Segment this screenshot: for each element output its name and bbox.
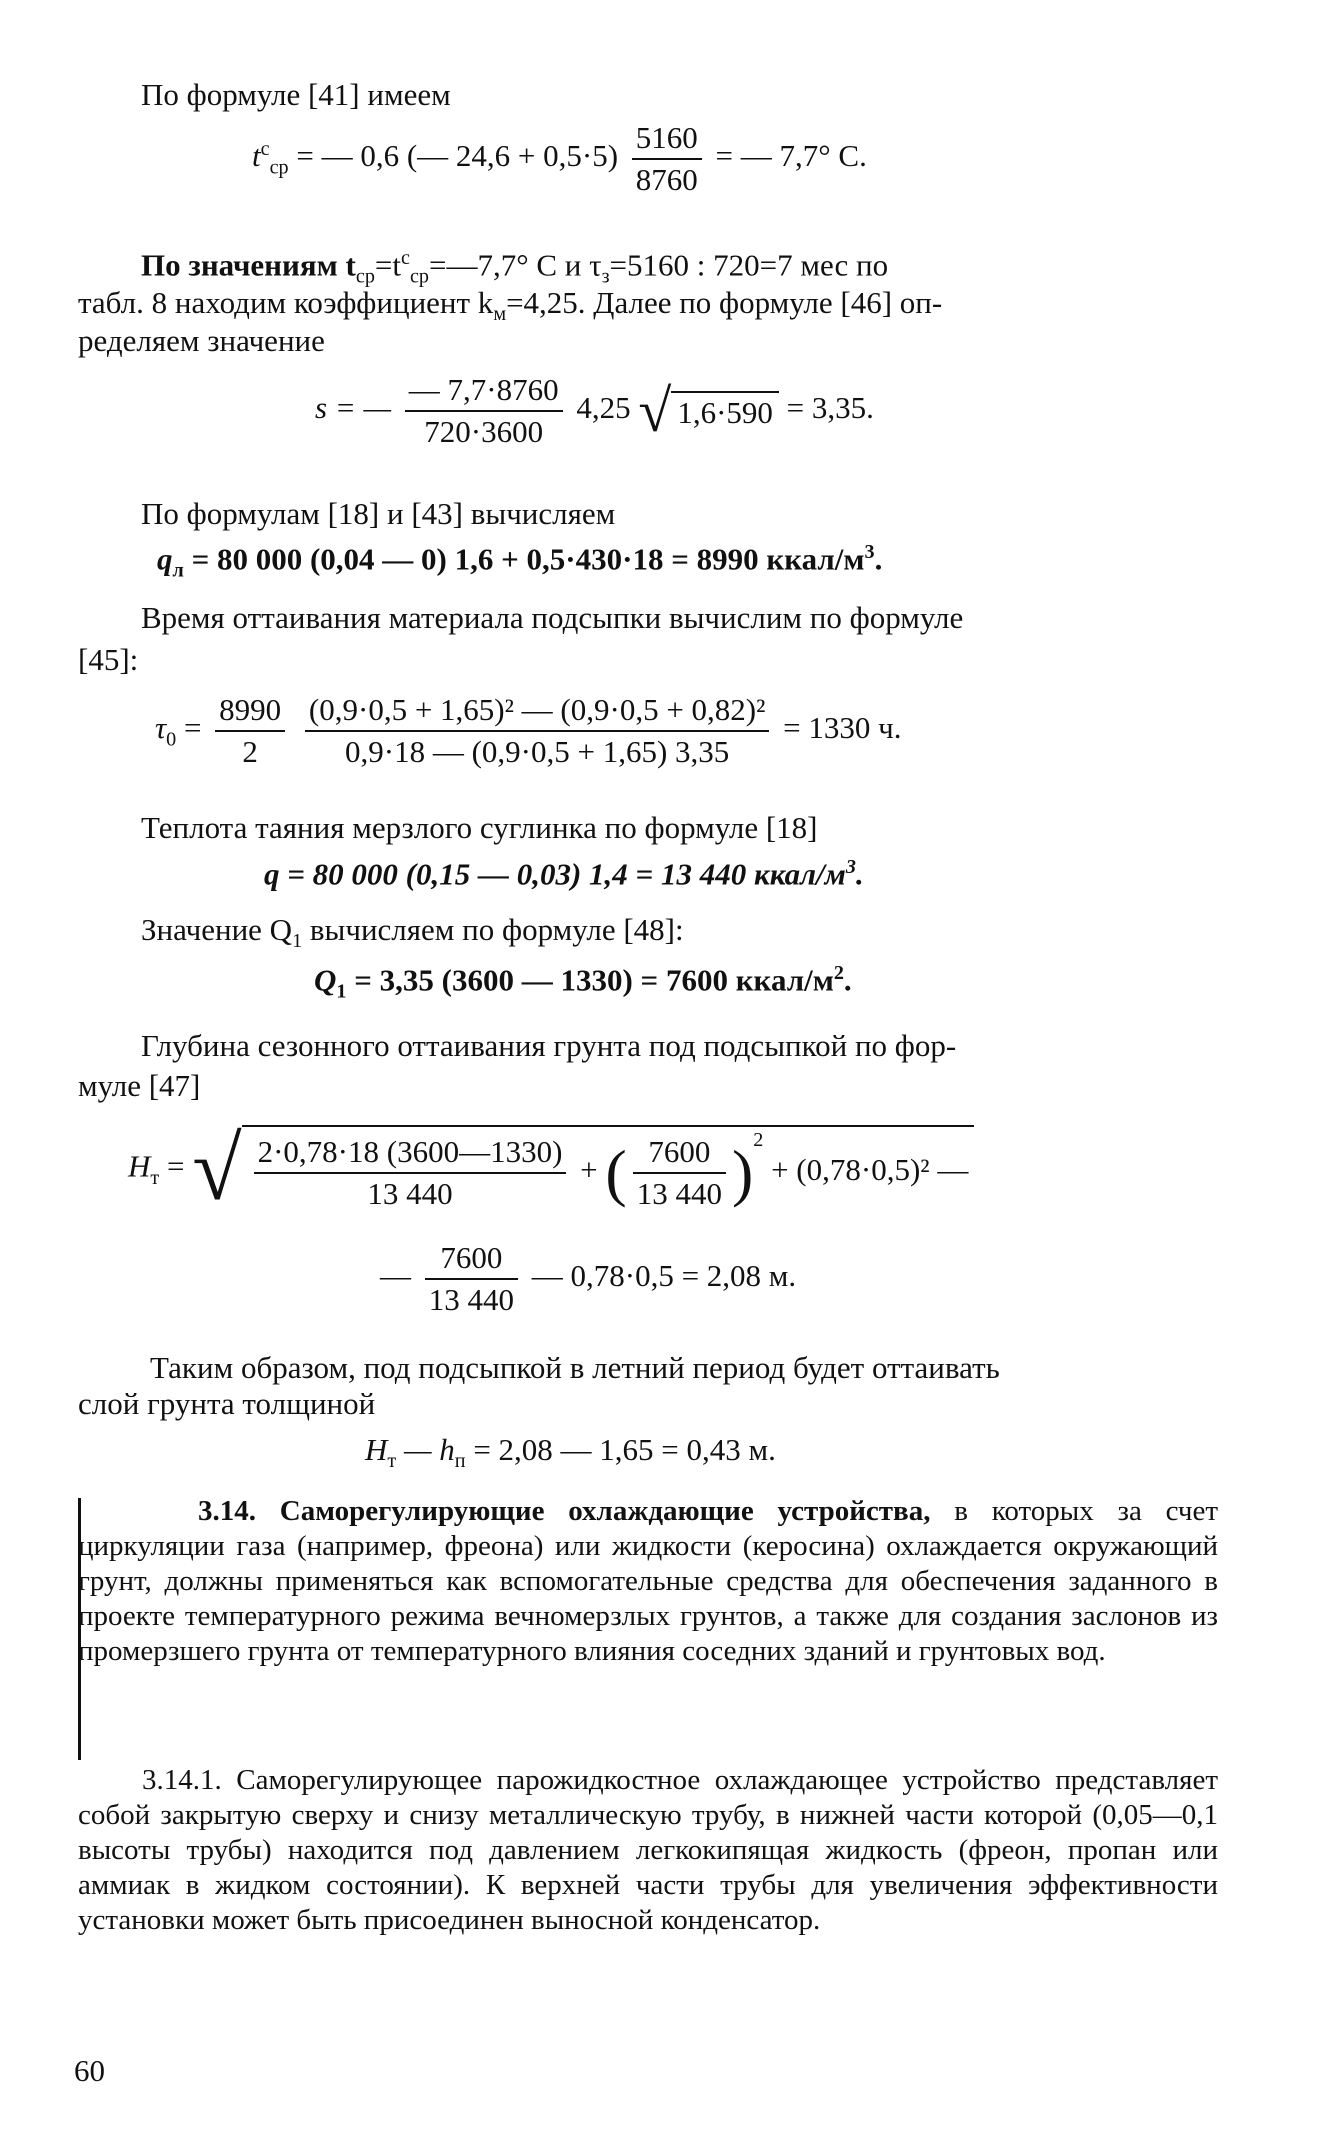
pv-l2-sub: м [493,303,507,326]
sec-314-title: Саморегулирующие охлаждающие устройства, [279,1495,931,1527]
para-thus-line2: слой грунта толщиной [78,1386,376,1421]
pv-l1b-sup: c [401,247,410,269]
eq-tcp-lhs: t [252,138,261,174]
sqrt-icon: √ [638,377,672,444]
eq-h-root [242,1125,975,1214]
eq-ql-rest: = 80 000 (0,04 — 0) 1,6 + 0,5·430·18 = 8990 ккал/м [191,541,865,577]
eq-tcp-mid: = — 0,6 (— 24,6 + 0,5·5) [296,138,619,174]
eq-h-plus: + [580,1152,598,1188]
eq-tcp-sub: ср [269,156,289,179]
pv-l1-sub: ср [355,265,375,288]
para-depth-line1: Глубина сезонного оттаивания грунта под подсыпкой по фор- [141,1028,957,1063]
eq-tau-rhs: = 1330 ч. [783,710,902,746]
eq-s-rhs: = 3,35. [786,390,874,426]
eq-q1-end: . [843,962,852,998]
eq-h-sqrt [192,1118,974,1221]
intro-q1-b: вычисляем по формуле [48]: [302,912,684,947]
eq-diff-c: = 2,08 — 1,65 = 0,43 м. [465,1432,776,1467]
eq-h-term2 [633,1132,726,1214]
pv-l1b: =t [374,247,401,283]
pv-l2: табл. 8 находим коэффициент k [78,285,494,320]
eq-diff-b-sub: п [454,1450,466,1473]
eq-tcp-den: 8760 [635,162,698,197]
eq-tau-f2-num: (0,9·0,5 + 1,65)² — (0,9·0,5 + 0,82)² [305,690,770,732]
intro-q1-sub: 1 [292,930,303,953]
section-3-14-1: 3.14.1. Саморегулирующее парожидкостное охлаждающее устройство представляет собой закрытую сверху и снизу металлическую трубу, в нижней части которой (0,05—0,1 высоты трубы) находится под давлением легкокипящая жидкость (фреон, пропан или аммиак в жидком состоянии). К верхней части трубы для увеличения эффективности установки может быть присоединен выносной конденсатор. [78,1764,1218,1936]
equation-h-line1 [128,1118,974,1221]
sec-314-body: в которых за счет циркуляции газа (например, фреона) или жидкости (керосина) охлаждается окружающий грунт, должны применяться как вспомогательные средства для обеспечения заданного в проекте температурного режима вечномерзлых грунтов, а также для создания заслонов из промерзшего грунта от температурного влияния соседних зданий и грунтовых вод. [78,1495,1219,1667]
eq-tau-sub: 0 [166,728,177,751]
eq-ql-end: . [874,541,883,577]
eq-h-t1-den: 13 440 [367,1175,453,1211]
eq-ql-sup: 3 [864,541,875,563]
para-time-line1: Время оттаивания материала подсыпки вычислим по формуле [141,600,964,635]
eq-diff-a-sub: т [387,1450,397,1473]
eq-ql-sub: л [172,559,184,582]
paren-close-icon: ) [731,1136,754,1208]
eq-h-lhs: H [128,1148,151,1184]
eq-s-root: 1,6·590 [671,391,779,431]
eq-h-term1 [254,1132,567,1214]
equation-diff [365,1432,776,1473]
eq-s-mid: 4,25 [576,390,631,426]
equation-s [315,370,874,452]
eq-tau-frac2 [305,690,770,772]
pv-l1b-sub: ср [409,265,429,288]
eq-diff-b: — h [396,1432,455,1467]
para-values-line3: ределяем значение [78,323,325,358]
eq-tcp-sup: c [260,137,270,160]
equation-h-line2 [380,1238,796,1320]
equation-tcp [252,118,867,200]
intro-formulas-18-43: По формулам [18] и [43] вычисляем [141,496,616,531]
eq-h-l2-minus: — [380,1258,411,1294]
para-thus-line1: Таким образом, под подсыпкой в летний период будет оттаивать [150,1350,1000,1385]
eq-q1-lhs: Q [314,962,337,998]
equation-tau [155,690,902,772]
eq-ql-lhs: q [157,541,173,577]
equation-q [264,856,864,892]
pv-l1: По значениям t [141,247,356,283]
eq-q-sup: 3 [845,856,856,878]
eq-h-l2-rest: — 0,78·0,5 = 2,08 м. [531,1258,797,1294]
eq-s-num: — 7,7·8760 [405,370,563,412]
eq-h-l2-den: 13 440 [428,1282,514,1317]
eq-diff-a: H [365,1432,388,1467]
eq-q-text: q = 80 000 (0,15 — 0,03) 1,4 = 13 440 ккал/м [264,856,846,892]
sqrt-icon: √ [192,1120,242,1219]
sec-314-num: 3.14. [198,1495,256,1527]
eq-s-lhs: s = — [315,390,392,426]
eq-h-t1-num: 2·0,78·18 (3600—1330) [254,1132,567,1174]
eq-h-t2-num: 7600 [633,1132,726,1174]
paren-open-icon: ( [605,1136,627,1208]
eq-tau-lhs: τ [155,710,167,746]
pv-l1d: =5160 : 720=7 мес по [609,247,889,283]
intro-heat: Теплота таяния мерзлого суглинка по формуле [18] [141,810,818,845]
equation-q1 [314,962,852,1004]
eq-s-sqrt [638,377,779,446]
page-number: 60 [74,2053,105,2088]
pv-l1c: =—7,7° C и τ [428,247,602,283]
eq-s-fraction [405,370,563,452]
pv-l1c-sub: з [601,265,610,288]
eq-tcp-num: 5160 [632,118,702,160]
equation-ql [157,541,882,583]
intro-q1-a: Значение Q [141,912,293,947]
intro-formula-41: По формуле [41] имеем [141,77,451,112]
eq-tau-eq: = [183,710,202,746]
eq-h-t2-pow: 2 [753,1129,764,1152]
eq-h-t2-den: 13 440 [636,1175,722,1211]
eq-h-l2-num: 7600 [425,1238,518,1280]
eq-tcp-rhs: = — 7,7° C. [715,138,867,174]
intro-q1 [141,912,684,959]
eq-tau-f2-den: 0,9·18 — (0,9·0,5 + 1,65) 3,35 [345,734,730,769]
eq-s-den: 720·3600 [424,414,544,449]
eq-h-l2-frac [425,1238,518,1320]
eq-h-sub: т [150,1166,160,1189]
section-3-14 [78,1494,1218,1669]
eq-tau-f1-den: 2 [242,734,258,769]
eq-q-end: . [855,856,864,892]
para-depth-line2: муле [47] [78,1068,201,1103]
eq-h-t3: + (0,78·0,5)² — [771,1152,969,1188]
para-time-line2: [45]: [78,642,139,677]
eq-tau-frac1 [215,690,285,772]
eq-tcp-fraction [632,118,702,200]
eq-q1-sup: 2 [833,962,844,984]
eq-q1-sub: 1 [336,980,347,1003]
eq-h-eq: = [166,1148,185,1184]
eq-tau-f1-num: 8990 [215,690,285,732]
eq-q1-rest: = 3,35 (3600 — 1330) = 7600 ккал/м [346,962,834,998]
pv-l2b: =4,25. Далее по формуле [46] оп- [506,285,943,320]
